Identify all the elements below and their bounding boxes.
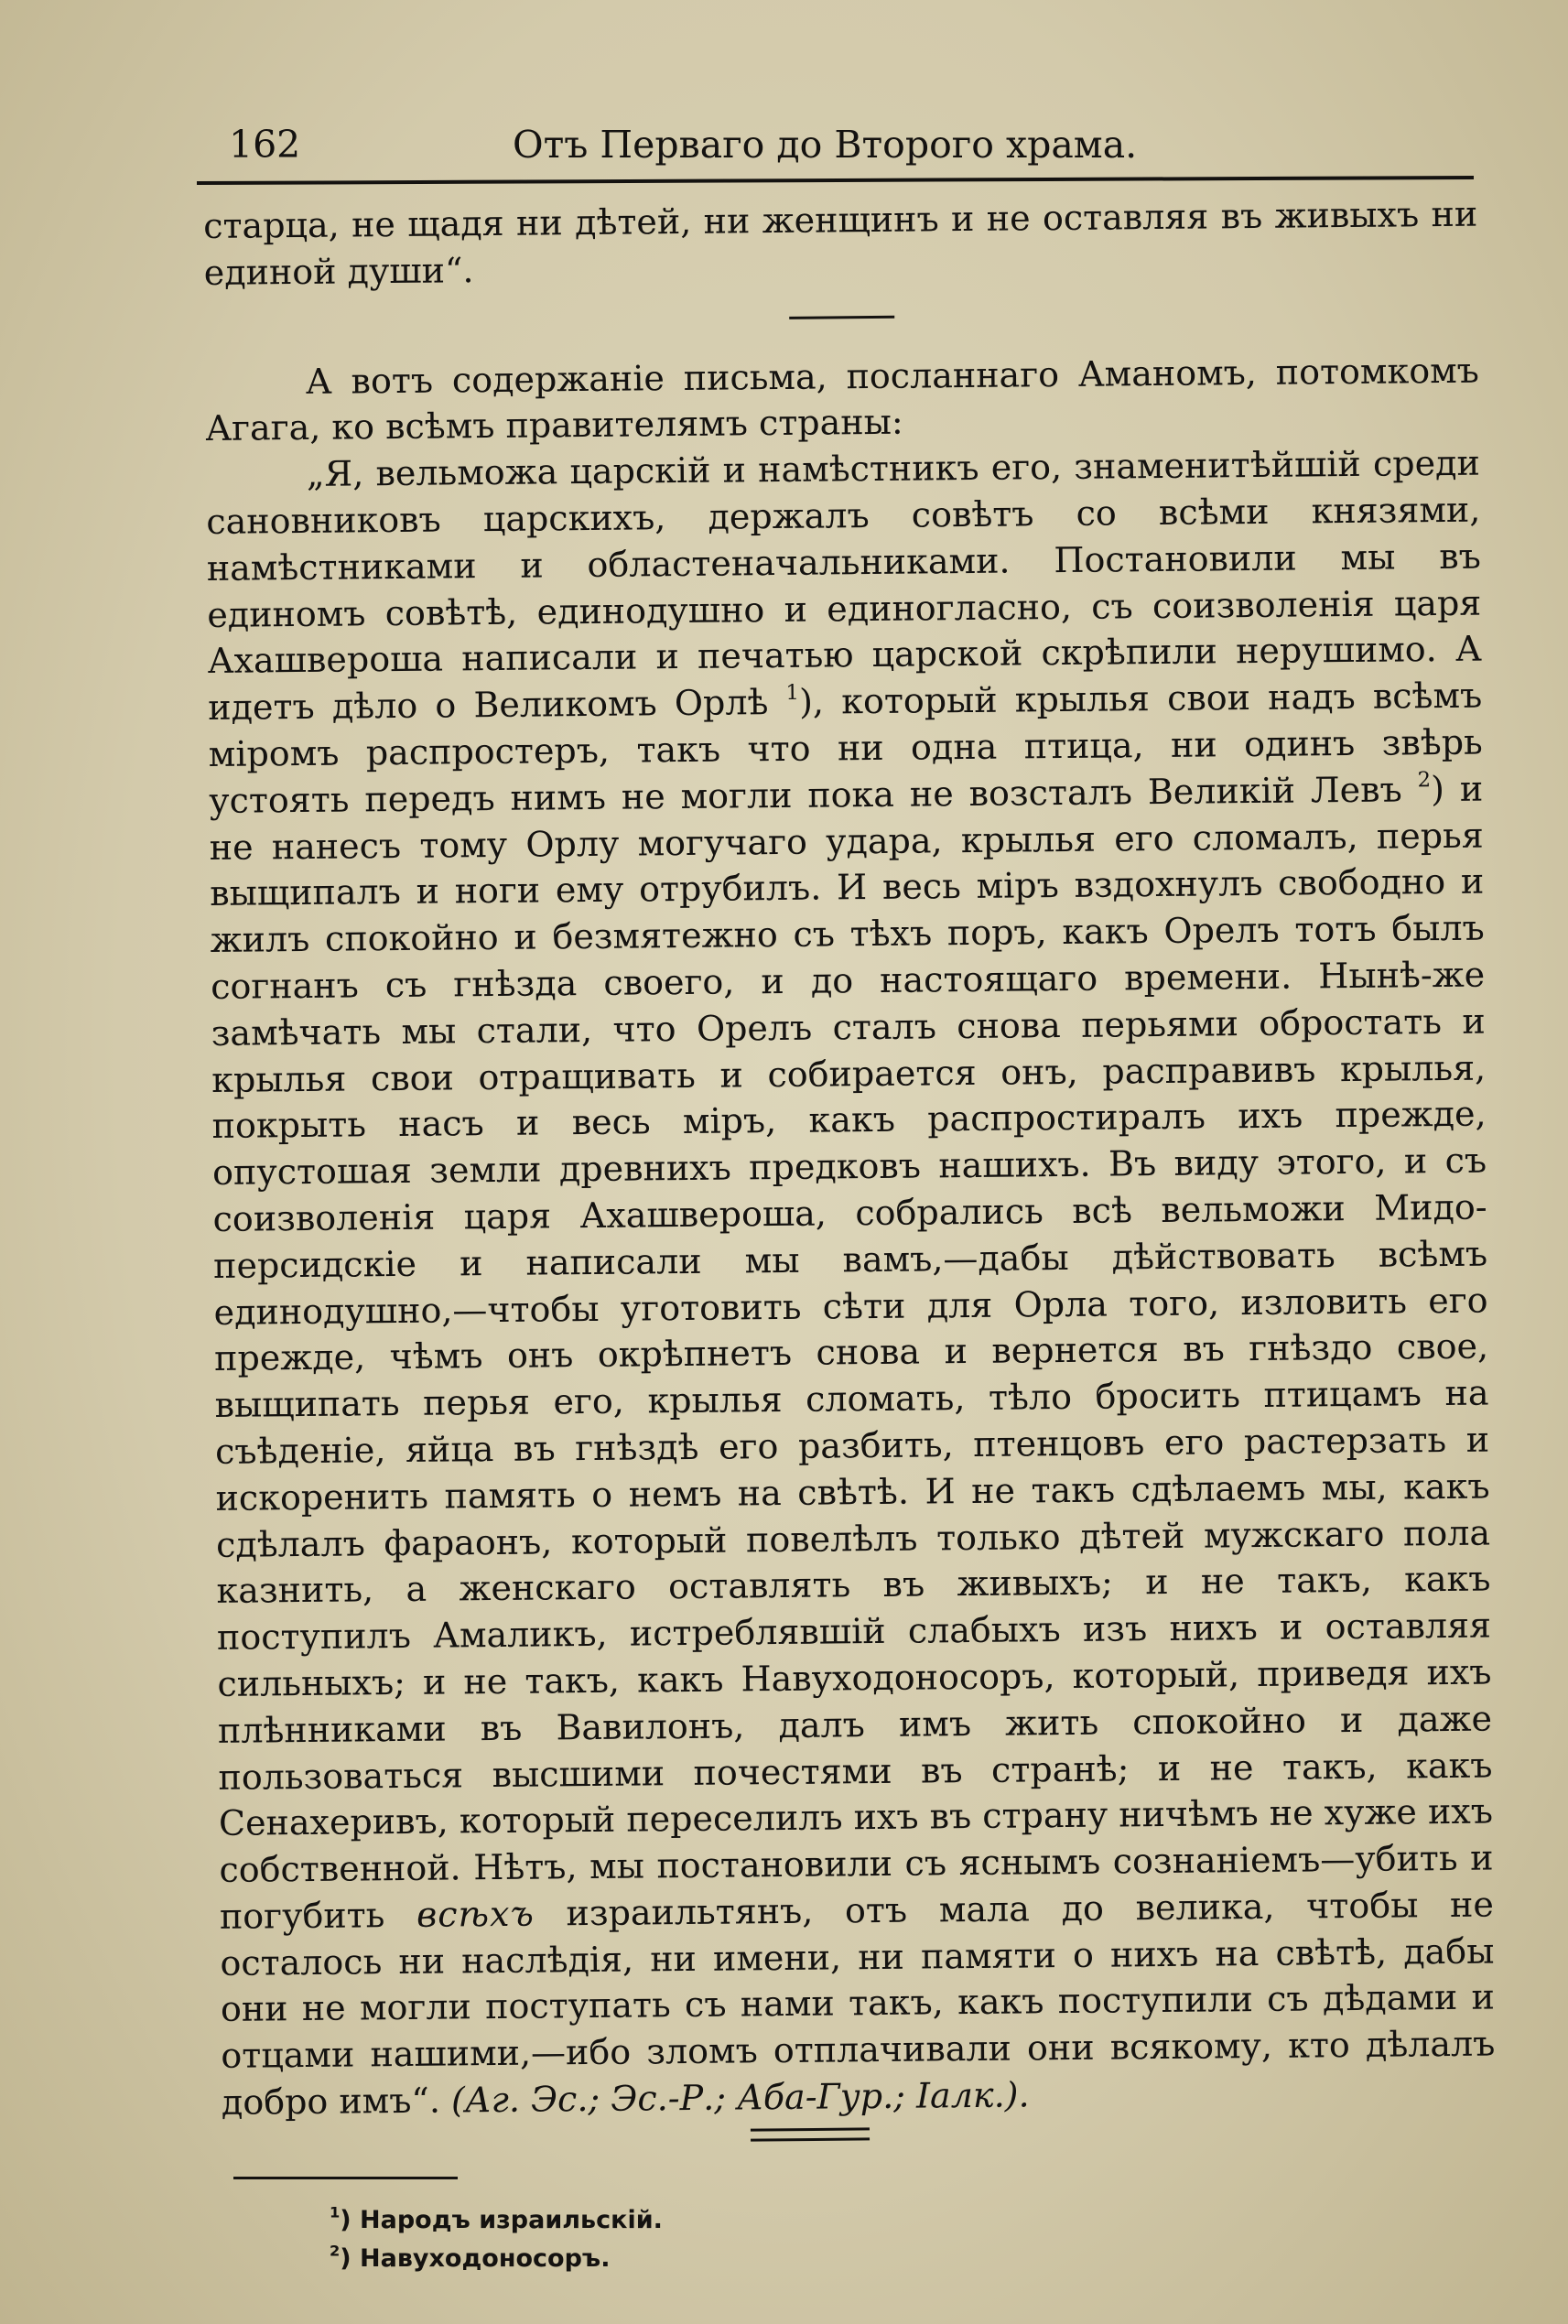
main-text	[203, 191, 1496, 2126]
footnote-rule	[233, 2177, 458, 2179]
letter-text-2: ), который крылья свои надъ всѣмъ мiромъ распростеръ, такъ что ни одна птица, ни одинъ звѣрь устоять передъ нимъ не могли пока не возсталъ Великiй Левъ	[208, 675, 1483, 821]
source-references: (Аг. Эс.; Эс.-Р.; Аба-Гур.; Iалк.).	[450, 2074, 1030, 2121]
section-divider	[789, 315, 894, 319]
page-number: 162	[229, 123, 301, 167]
footnote-mark-2: 2	[1417, 767, 1432, 793]
footnote-2	[330, 2240, 663, 2278]
header-rule	[197, 176, 1474, 185]
footnote-1-mark: 1	[330, 2203, 341, 2221]
letter-text-3: ) и не нанесъ тому Орлу могучаго удара, крылья его сломалъ, перья выщипалъ и ноги ему отрубилъ. И весь мiръ вздохнулъ свободно и жилъ спокойно и безмятежно съ тѣхъ поръ, какъ Орелъ тотъ былъ согнанъ съ гнѣзда своего, и до настоящаго времени. Нынѣ-же замѣчать мы стали, что Орелъ сталъ снова перьями обростать и крылья свои отращивать и собирается онъ, расправивъ крылья, покрыть насъ и весь мiръ, какъ распростиралъ ихъ прежде, опустошая земли древнихъ предковъ нашихъ. Въ виду этого, и съ соизволенiя царя Ахашвероша, собрались всѣ вельможи Мидо-персидскiе и написали мы вамъ,—дабы дѣйствовать всѣмъ единодушно,—чтобы уготовить сѣти для Орла того, изловить его прежде, чѣмъ онъ окрѣпнетъ снова и вернется въ гнѣздо свое, выщипать перья его, крылья сломать, тѣло бросить птицамъ на съѣденiе, яйца въ гнѣздѣ его разбить, птенцовъ его растерзать и искоренить память о немъ на свѣтѣ. И не такъ сдѣлаемъ мы, какъ сдѣлалъ фараонъ, который повелѣлъ только дѣтей мужскаго пола казнить, а женскаго оставлять въ живыхъ; и не такъ, какъ поступилъ Амаликъ, истреблявшiй слабыхъ изъ нихъ и оставляя сильныхъ; и не такъ, какъ Навуходоносоръ, который, приведя ихъ плѣнниками въ Вавилонъ, далъ имъ жить спокойно и даже пользоваться высшими почестями въ странѣ; и не такъ, какъ Сенахеривъ, который переселилъ ихъ въ страну ничѣмъ не хуже ихъ собственной. Нѣтъ, мы постановили съ яснымъ сознанiемъ—убить и погубить	[209, 768, 1494, 1937]
letter-text-4: израильтянъ, отъ мала до велика, чтобы не осталось ни наслѣдiя, ни имени, ни памяти о нихъ на свѣтѣ, дабы они не могли поступать съ нами такъ, какъ поступили съ дѣдами и отцами нашими,—ибо зломъ отплачивали они всякому, кто дѣлалъ добро имъ“.	[220, 1884, 1496, 2123]
page-header	[197, 117, 1478, 174]
emphasized-word: всѣхъ	[416, 1893, 535, 1935]
footnotes	[330, 2201, 663, 2278]
footnote-mark-1: 1	[785, 680, 800, 706]
running-title: Отъ Перваго до Второго храма.	[513, 123, 1138, 167]
footnote-1	[330, 2201, 663, 2240]
footnote-1-text: ) Народъ израильскiй.	[340, 2206, 663, 2234]
continuation-paragraph: старца, не щадя ни дѣтей, ни женщинъ и не оставляя въ живыхъ ни единой души“.	[203, 193, 1478, 293]
end-divider	[751, 2127, 870, 2141]
intro-paragraph: А вотъ содержанiе письма, посланнаго Аманомъ, потомкомъ Агага, ко всѣмъ правителямъ страны:	[205, 350, 1480, 449]
footnote-2-mark: 2	[330, 2242, 341, 2260]
letter-text-1: „Я, вельможа царскiй и намѣстникъ его, знаменитѣйшiй среди сановниковъ царскихъ, держалъ совѣтъ со всѣми князями, намѣстниками и областеначальниками. Постановили мы въ единомъ совѣтѣ, единодушно и единогласно, съ соизволенiя царя Ахашвероша написали и печатью царской скрѣпили нерушимо. А идетъ дѣло о Великомъ Орлѣ	[206, 442, 1482, 729]
letter-paragraph	[206, 440, 1496, 2126]
footnote-2-text: ) Навуходоносоръ.	[340, 2244, 611, 2273]
